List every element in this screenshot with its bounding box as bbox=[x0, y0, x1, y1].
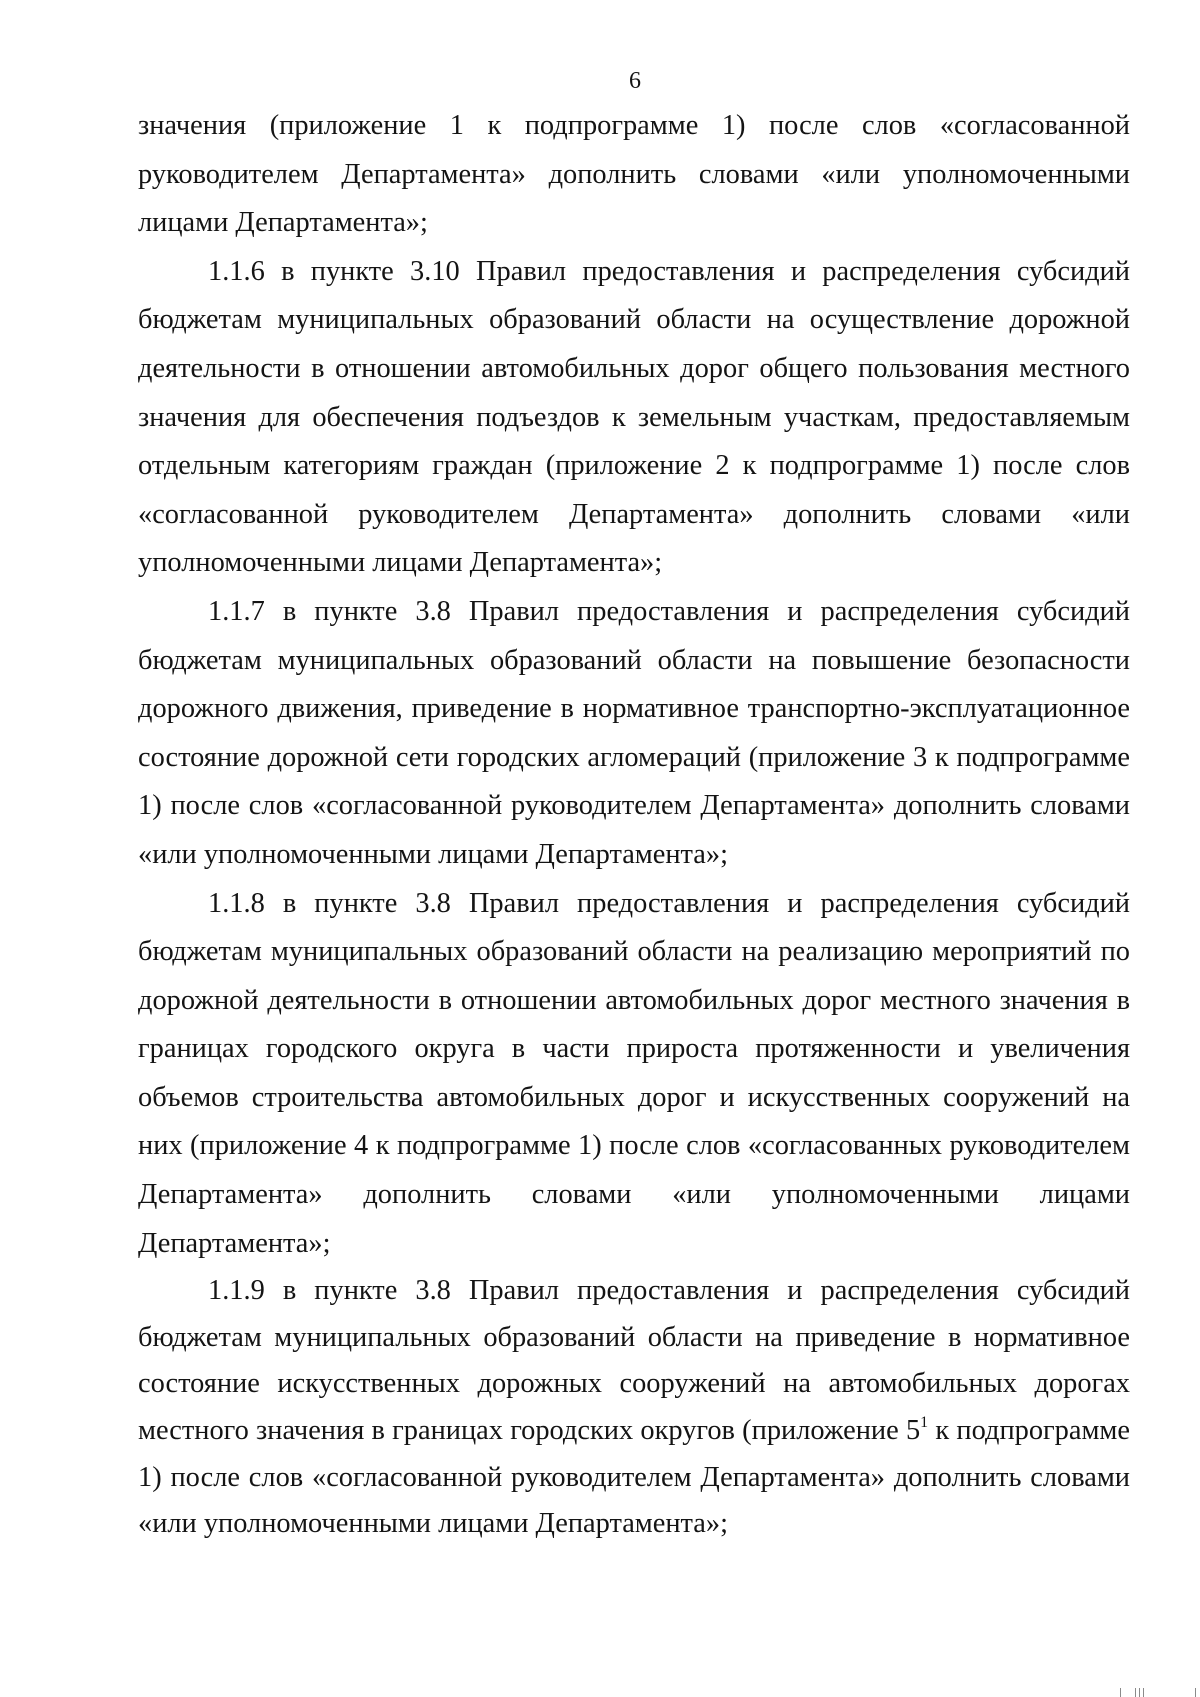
paragraph-item-1-1-9-text-after: к подпрограмме 1) после слов «согласованной руководителем Департамента» дополнить словами «или уполномоченными лицами Департамента»; bbox=[138, 1415, 1130, 1540]
paragraph-item-1-1-6: 1.1.6 в пункте 3.10 Правил предоставления и распределения субсидий бюджетам муниципальных образований области на осуществление дорожной деятельности в отношении автомобильных дорог общего пользования местного значения для обеспечения подъездов к земельным участкам, предоставляемым отдельным категориям граждан (приложение 2 к подпрограмме 1) после слов «согласованной руководителем Департамента» дополнить словами «или уполномоченными лицами Департамента»; bbox=[138, 255, 1130, 579]
paragraph-item-1-1-9-text-before: 1.1.9 в пункте 3.8 Правил предоставления и распределения субсидий бюджетам муниципальных образований области на приведение в нормативное состояние искусственных дорожных сооружений на автомобильных дорогах местного значения в границах городских округов (приложение 5 bbox=[138, 1275, 1130, 1447]
page-number: 6 bbox=[629, 68, 641, 94]
paragraph-item-1-1-7: 1.1.7 в пункте 3.8 Правил предоставления и распределения субсидий бюджетам муниципальных образований области на повышение безопасности дорожного движения, приведение в нормативное транспортно-эксплуатационное состояние дорожной сети городских агломераций (приложение 3 к подпрограмме 1) после слов «согласованной руководителем Департамента» дополнить словами «или уполномоченными лицами Департамента»; bbox=[138, 595, 1130, 870]
paragraph-item-1-1-8: 1.1.8 в пункте 3.8 Правил предоставления и распределения субсидий бюджетам муниципальных образований области на реализацию мероприятий по дорожной деятельности в отношении автомобильных дорог местного значения в границах городского округа в части прироста протяженности и увеличения объемов строительства автомобильных дорог и искусственных сооружений на них (приложение 4 к подпрограмме 1) после слов «согласованных руководителем Департамента» дополнить словами «или уполномоченными лицами Департамента»; bbox=[138, 887, 1130, 1259]
paragraph-item-1-1-9 bbox=[138, 1268, 1130, 1548]
scan-edge-marks bbox=[1040, 1667, 1200, 1697]
document-body bbox=[138, 102, 1130, 1548]
paragraph-continuation: значения (приложение 1 к подпрограмме 1) после слов «согласованной руководителем Департамента» дополнить словами «или уполномоченными лицами Департамента»; bbox=[138, 110, 1130, 239]
superscript-index: 1 bbox=[920, 1414, 929, 1432]
